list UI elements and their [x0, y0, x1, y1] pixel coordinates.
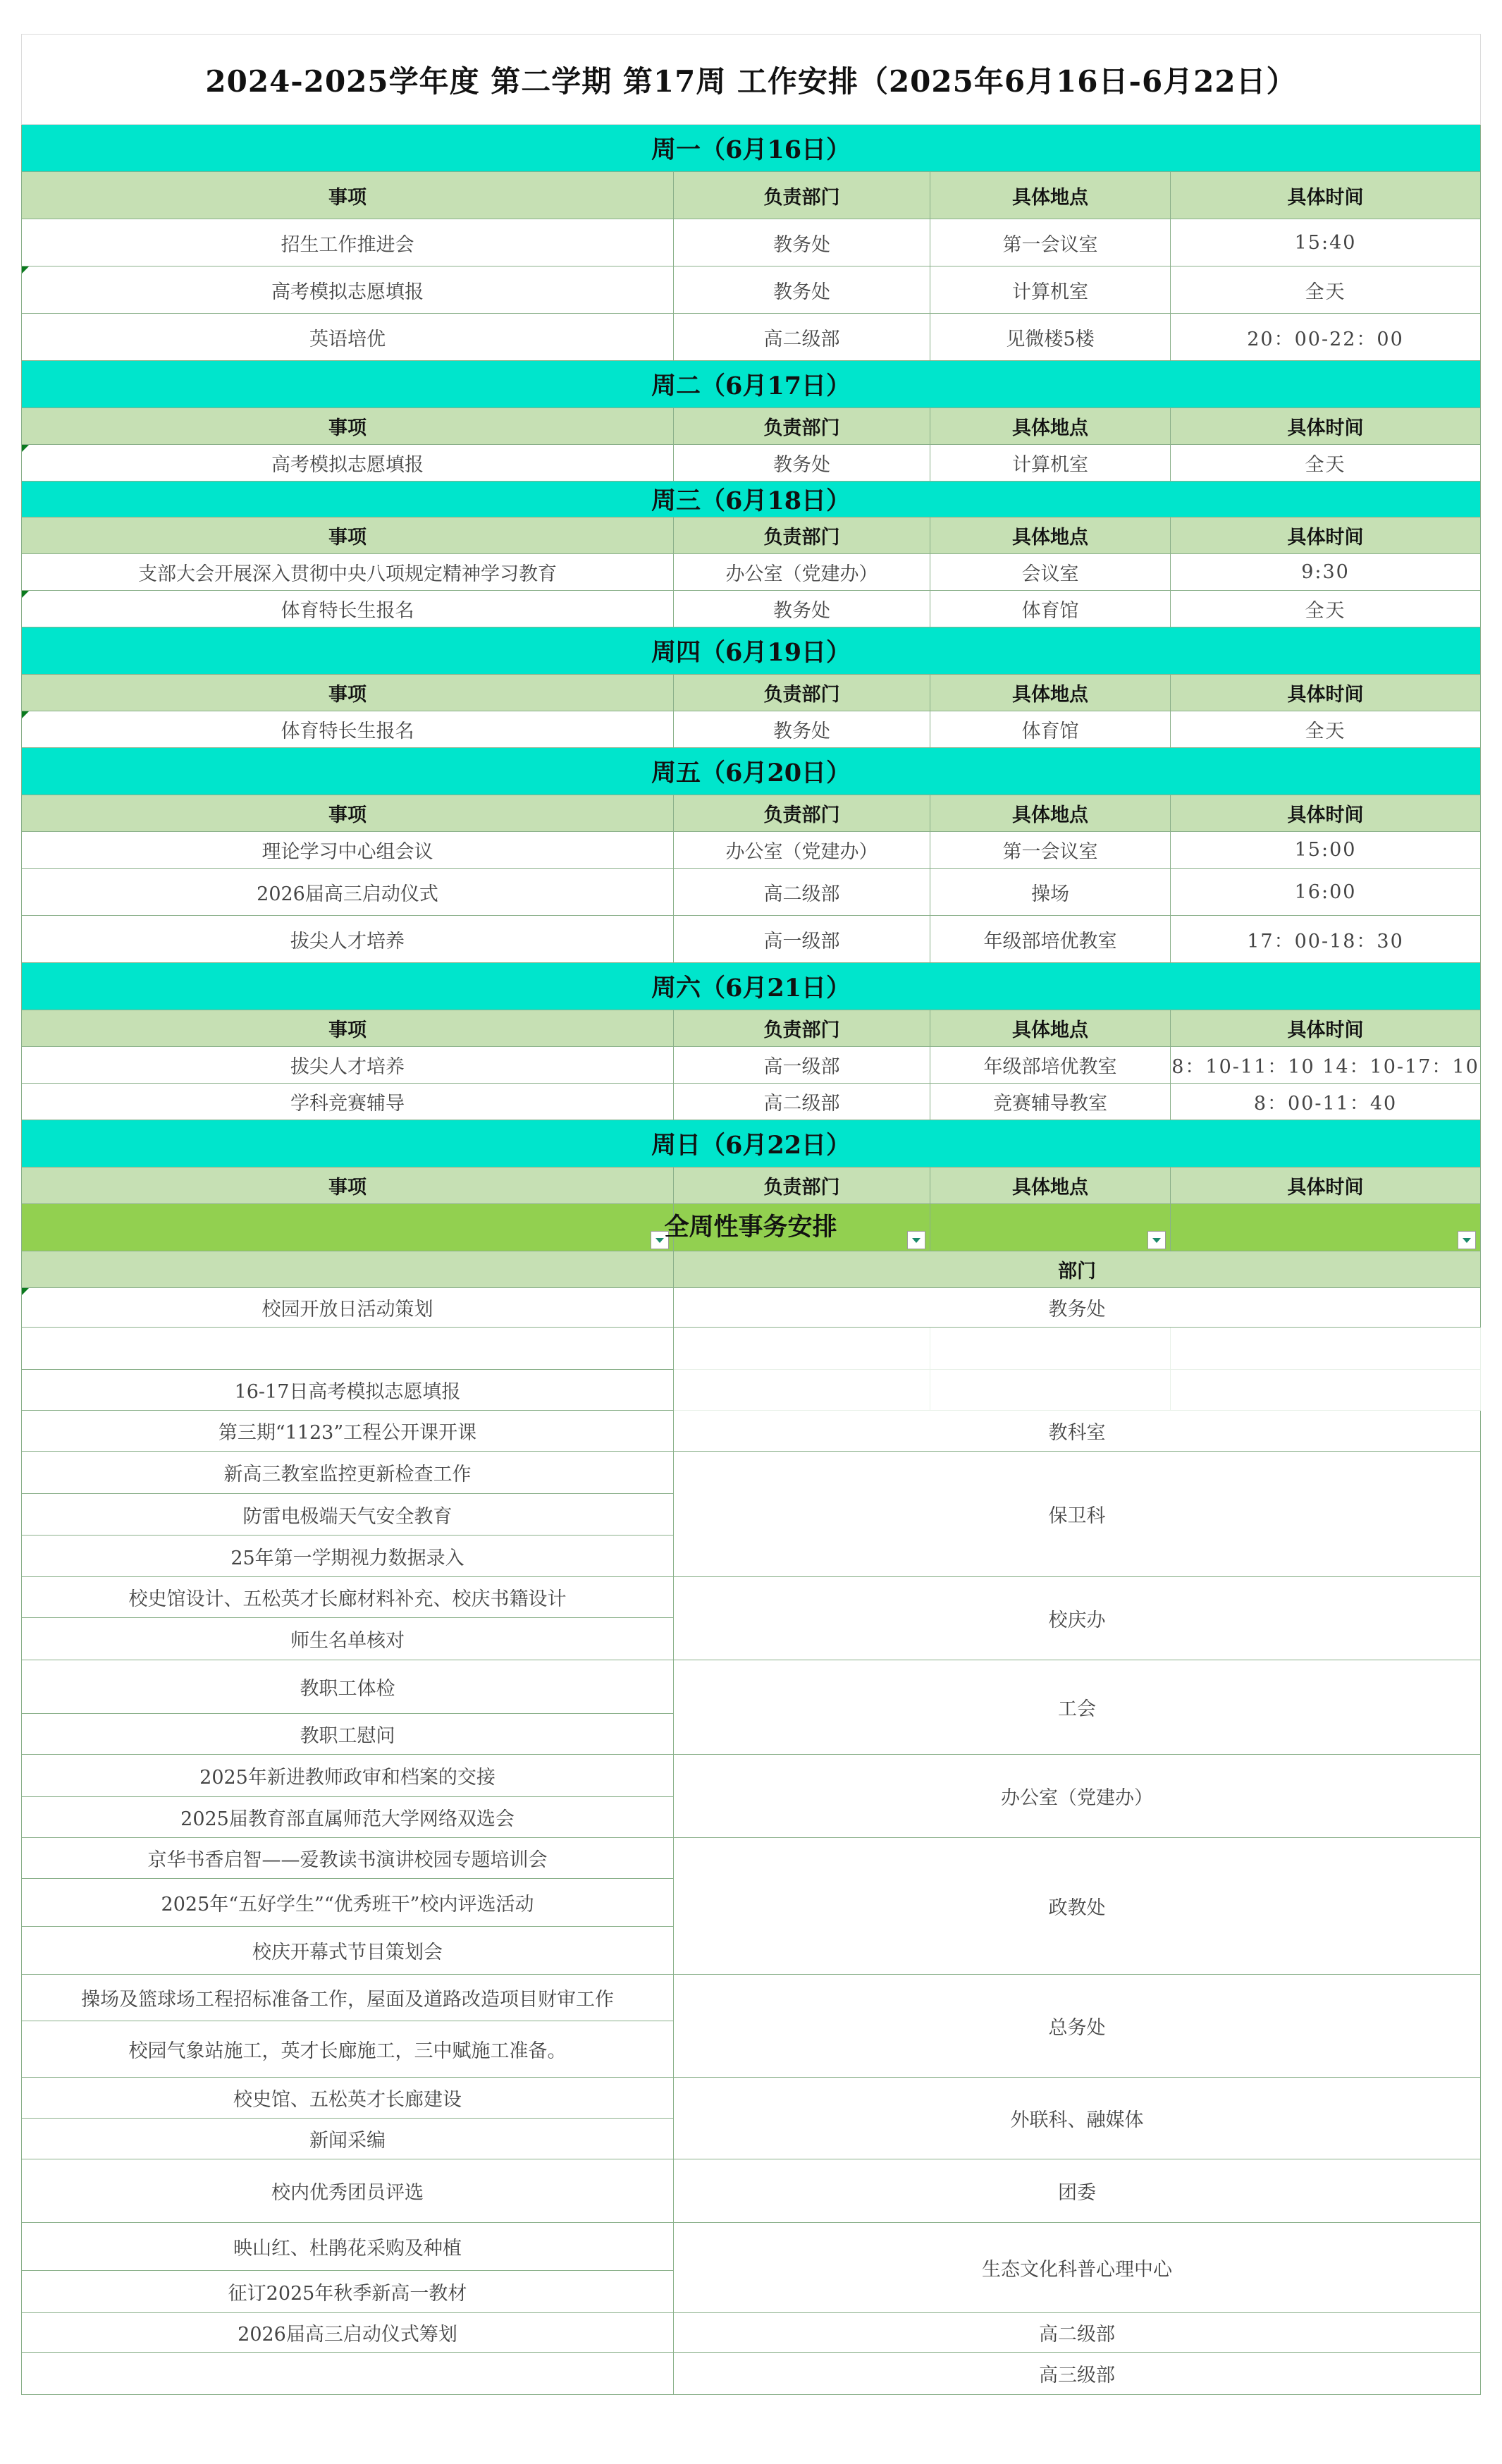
comment-indicator-icon: [22, 445, 29, 452]
day-heading: 周一（6月16日）: [22, 125, 1481, 172]
table-row: [22, 219, 1481, 266]
weekly-dept: 生态文化科普心理中心: [674, 2223, 1481, 2313]
weekly-band-cell: [674, 1204, 930, 1251]
cell-dept: 教务处: [674, 445, 930, 482]
comment-indicator-icon: [22, 711, 29, 718]
cell-item: 英语培优: [22, 314, 674, 361]
cell-time: 8：10-11：10 14：10-17：10: [1171, 1047, 1481, 1084]
weekly-item: 校庆开幕式节目策划会: [22, 1927, 674, 1975]
empty-cell: [1171, 1370, 1481, 1411]
column-header-row: [22, 408, 1481, 445]
weekly-row: [22, 2078, 1481, 2119]
header-dept: 负责部门: [674, 795, 930, 832]
weekly-item: 防雷电极端天气安全教育: [22, 1494, 674, 1536]
weekly-item: 京华书香启智——爱教读书演讲校园专题培训会: [22, 1838, 674, 1879]
column-header-row: [22, 675, 1481, 711]
header-item: 事项: [22, 408, 674, 445]
weekly-row: [22, 2313, 1481, 2353]
column-header-row: [22, 1167, 1481, 1204]
cell-place: 见微楼5楼: [930, 314, 1171, 361]
weekly-row: [22, 2353, 1481, 2395]
weekly-item: 教职工慰问: [22, 1714, 674, 1755]
comment-indicator-icon: [22, 591, 29, 598]
weekly-dept: 团委: [674, 2159, 1481, 2223]
cell-time: 16:00: [1171, 869, 1481, 916]
weekly-item: 校园开放日活动策划: [22, 1288, 674, 1328]
header-item: 事项: [22, 1010, 674, 1047]
weekly-dept: 高三级部: [674, 2353, 1481, 2395]
empty-cell: [930, 1328, 1171, 1370]
weekly-item: 校史馆设计、五松英才长廊材料补充、校庆书籍设计: [22, 1577, 674, 1618]
weekly-item: 新高三教室监控更新检查工作: [22, 1452, 674, 1494]
cell-dept: 高二级部: [674, 314, 930, 361]
header-dept: 负责部门: [674, 1167, 930, 1204]
header-place: 具体地点: [930, 1010, 1171, 1047]
column-header-row: [22, 1010, 1481, 1047]
weekly-dept: 高二级部: [674, 2313, 1481, 2353]
header-dept: 负责部门: [674, 675, 930, 711]
weekly-dept: 工会: [674, 1660, 1481, 1755]
cell-time: 15:40: [1171, 219, 1481, 266]
comment-indicator-icon: [22, 1288, 29, 1295]
empty-cell: [930, 1370, 1171, 1411]
weekly-band-cell: [22, 1204, 674, 1251]
weekly-row: [22, 1660, 1481, 1714]
filter-dropdown-icon[interactable]: [1458, 1231, 1476, 1249]
header-time: 具体时间: [1171, 1167, 1481, 1204]
weekly-row: [22, 2223, 1481, 2271]
header-place: 具体地点: [930, 795, 1171, 832]
cell-item: 2026届高三启动仪式: [22, 869, 674, 916]
header-place: 具体地点: [930, 675, 1171, 711]
empty-cell: [674, 1328, 930, 1370]
day-heading: 周三（6月18日）: [22, 482, 1481, 517]
weekly-row: [22, 1411, 1481, 1452]
weekly-row: [22, 1288, 1481, 1328]
weekly-dept: 校庆办: [674, 1577, 1481, 1660]
cell-item: 高考模拟志愿填报: [22, 266, 674, 314]
weekly-row: [22, 1328, 1481, 1370]
cell-place: 第一会议室: [930, 832, 1171, 869]
table-row: [22, 1047, 1481, 1084]
schedule-sheet: [21, 34, 1480, 2395]
weekly-dept: 办公室（党建办）: [674, 1755, 1481, 1838]
column-header-row: [22, 795, 1481, 832]
cell-place: 操场: [930, 869, 1171, 916]
weekly-band-cell: [930, 1204, 1171, 1251]
day-band-row: [22, 627, 1481, 675]
table-row: [22, 554, 1481, 591]
weekly-header-row: [22, 1251, 1481, 1288]
table-row: [22, 445, 1481, 482]
header-place: 具体地点: [930, 1167, 1171, 1204]
weekly-row: [22, 2159, 1481, 2223]
day-heading: 周日（6月22日）: [22, 1120, 1481, 1167]
weekly-row: [22, 1577, 1481, 1618]
weekly-dept: 教务处: [674, 1288, 1481, 1328]
cell-item: 体育特长生报名: [22, 711, 674, 748]
cell-time: 9:30: [1171, 554, 1481, 591]
weekly-item: 映山红、杜鹃花采购及种植: [22, 2223, 674, 2271]
weekly-item: 征订2025年秋季新高一教材: [22, 2271, 674, 2313]
weekly-item: 校内优秀团员评选: [22, 2159, 674, 2223]
weekly-band-row: [22, 1204, 1481, 1251]
header-place: 具体地点: [930, 172, 1171, 219]
cell-item: 拔尖人才培养: [22, 1047, 674, 1084]
cell-item: 拔尖人才培养: [22, 916, 674, 963]
header-time: 具体时间: [1171, 795, 1481, 832]
cell-place: 年级部培优教室: [930, 1047, 1171, 1084]
cell-time: 8：00-11：40: [1171, 1084, 1481, 1120]
cell-time: 全天: [1171, 266, 1481, 314]
table-row: [22, 314, 1481, 361]
cell-place: 计算机室: [930, 266, 1171, 314]
weekly-title: 全周性事务安排: [664, 1213, 837, 1242]
cell-dept: 教务处: [674, 266, 930, 314]
header-time: 具体时间: [1171, 517, 1481, 554]
filter-dropdown-icon[interactable]: [907, 1231, 925, 1249]
weekly-row: [22, 1452, 1481, 1494]
cell-item: 体育特长生报名: [22, 591, 674, 627]
table-row: [22, 916, 1481, 963]
cell-place: 年级部培优教室: [930, 916, 1171, 963]
cell-place: 会议室: [930, 554, 1171, 591]
weekly-item: 校园气象站施工，英才长廊施工，三中赋施工准备。: [22, 2021, 674, 2078]
cell-dept: 高一级部: [674, 1047, 930, 1084]
table-row: [22, 832, 1481, 869]
weekly-dept: 保卫科: [674, 1452, 1481, 1577]
day-band-row: [22, 748, 1481, 795]
cell-dept: 高一级部: [674, 916, 930, 963]
weekly-item: 校史馆、五松英才长廊建设: [22, 2078, 674, 2119]
header-place: 具体地点: [930, 408, 1171, 445]
weekly-item: 25年第一学期视力数据录入: [22, 1536, 674, 1577]
cell-time: 17：00-18：30: [1171, 916, 1481, 963]
header-item: 事项: [22, 517, 674, 554]
cell-dept: 办公室（党建办）: [674, 554, 930, 591]
filter-dropdown-icon[interactable]: [651, 1231, 669, 1249]
cell-time: 20：00-22：00: [1171, 314, 1481, 361]
weekly-header-blank: [22, 1251, 674, 1288]
header-place: 具体地点: [930, 517, 1171, 554]
header-dept: 负责部门: [674, 1010, 930, 1047]
header-dept: 负责部门: [674, 172, 930, 219]
weekly-item: 教职工体检: [22, 1660, 674, 1714]
weekly-item: 2025年新进教师政审和档案的交接: [22, 1755, 674, 1797]
day-band-row: [22, 963, 1481, 1010]
weekly-header-dept: 部门: [674, 1251, 1481, 1288]
header-time: 具体时间: [1171, 408, 1481, 445]
schedule-table: [21, 34, 1481, 2395]
cell-dept: 教务处: [674, 591, 930, 627]
day-heading: 周五（6月20日）: [22, 748, 1481, 795]
cell-place: 计算机室: [930, 445, 1171, 482]
cell-dept: 高二级部: [674, 1084, 930, 1120]
weekly-item: 新闻采编: [22, 2119, 674, 2159]
empty-cell: [1171, 1328, 1481, 1370]
weekly-dept: 政教处: [674, 1838, 1481, 1975]
header-time: 具体时间: [1171, 1010, 1481, 1047]
header-item: 事项: [22, 172, 674, 219]
header-dept: 负责部门: [674, 408, 930, 445]
header-item: 事项: [22, 675, 674, 711]
filter-dropdown-icon[interactable]: [1147, 1231, 1166, 1249]
header-item: 事项: [22, 795, 674, 832]
weekly-row: [22, 1370, 1481, 1411]
header-dept: 负责部门: [674, 517, 930, 554]
cell-time: 全天: [1171, 711, 1481, 748]
column-header-row: [22, 172, 1481, 219]
table-row: [22, 266, 1481, 314]
comment-indicator-icon: [22, 266, 29, 274]
weekly-band-cell: [1171, 1204, 1481, 1251]
weekly-dept: 教科室: [674, 1411, 1481, 1452]
cell-dept: 教务处: [674, 219, 930, 266]
cell-place: 体育馆: [930, 711, 1171, 748]
header-time: 具体时间: [1171, 675, 1481, 711]
table-row: [22, 711, 1481, 748]
table-row: [22, 591, 1481, 627]
weekly-item: [22, 2353, 674, 2395]
day-band-row: [22, 482, 1481, 517]
weekly-item: [22, 1328, 674, 1370]
weekly-item: 第三期“1123”工程公开课开课: [22, 1411, 674, 1452]
cell-place: 体育馆: [930, 591, 1171, 627]
weekly-item: 16-17日高考模拟志愿填报: [22, 1370, 674, 1411]
weekly-item: 2025届教育部直属师范大学网络双选会: [22, 1797, 674, 1838]
cell-time: 15:00: [1171, 832, 1481, 869]
weekly-row: [22, 1755, 1481, 1797]
cell-item: 支部大会开展深入贯彻中央八项规定精神学习教育: [22, 554, 674, 591]
weekly-row: [22, 1838, 1481, 1879]
day-band-row: [22, 361, 1481, 408]
title-row: [22, 35, 1481, 125]
cell-item: 招生工作推进会: [22, 219, 674, 266]
cell-dept: 高二级部: [674, 869, 930, 916]
header-time: 具体时间: [1171, 172, 1481, 219]
column-header-row: [22, 517, 1481, 554]
day-heading: 周四（6月19日）: [22, 627, 1481, 675]
weekly-dept: 外联科、融媒体: [674, 2078, 1481, 2159]
cell-time: 全天: [1171, 445, 1481, 482]
header-item: 事项: [22, 1167, 674, 1204]
cell-dept: 教务处: [674, 711, 930, 748]
table-row: [22, 869, 1481, 916]
page-title: 2024-2025学年度 第二学期 第17周 工作安排（2025年6月16日-6月22日）: [22, 35, 1481, 125]
weekly-item: 师生名单核对: [22, 1618, 674, 1660]
day-band-row: [22, 1120, 1481, 1167]
cell-item: 学科竞赛辅导: [22, 1084, 674, 1120]
weekly-item: 2026届高三启动仪式筹划: [22, 2313, 674, 2353]
weekly-item: 2025年“五好学生”“优秀班干”校内评选活动: [22, 1879, 674, 1927]
cell-time: 全天: [1171, 591, 1481, 627]
cell-item: 高考模拟志愿填报: [22, 445, 674, 482]
weekly-row: [22, 1975, 1481, 2021]
cell-item: 理论学习中心组会议: [22, 832, 674, 869]
weekly-item: 操场及篮球场工程招标准备工作，屋面及道路改造项目财审工作: [22, 1975, 674, 2021]
weekly-dept: 总务处: [674, 1975, 1481, 2078]
cell-place: 第一会议室: [930, 219, 1171, 266]
day-heading: 周二（6月17日）: [22, 361, 1481, 408]
day-heading: 周六（6月21日）: [22, 963, 1481, 1010]
table-row: [22, 1084, 1481, 1120]
cell-dept: 办公室（党建办）: [674, 832, 930, 869]
cell-place: 竞赛辅导教室: [930, 1084, 1171, 1120]
day-band-row: [22, 125, 1481, 172]
empty-cell: [674, 1370, 930, 1411]
